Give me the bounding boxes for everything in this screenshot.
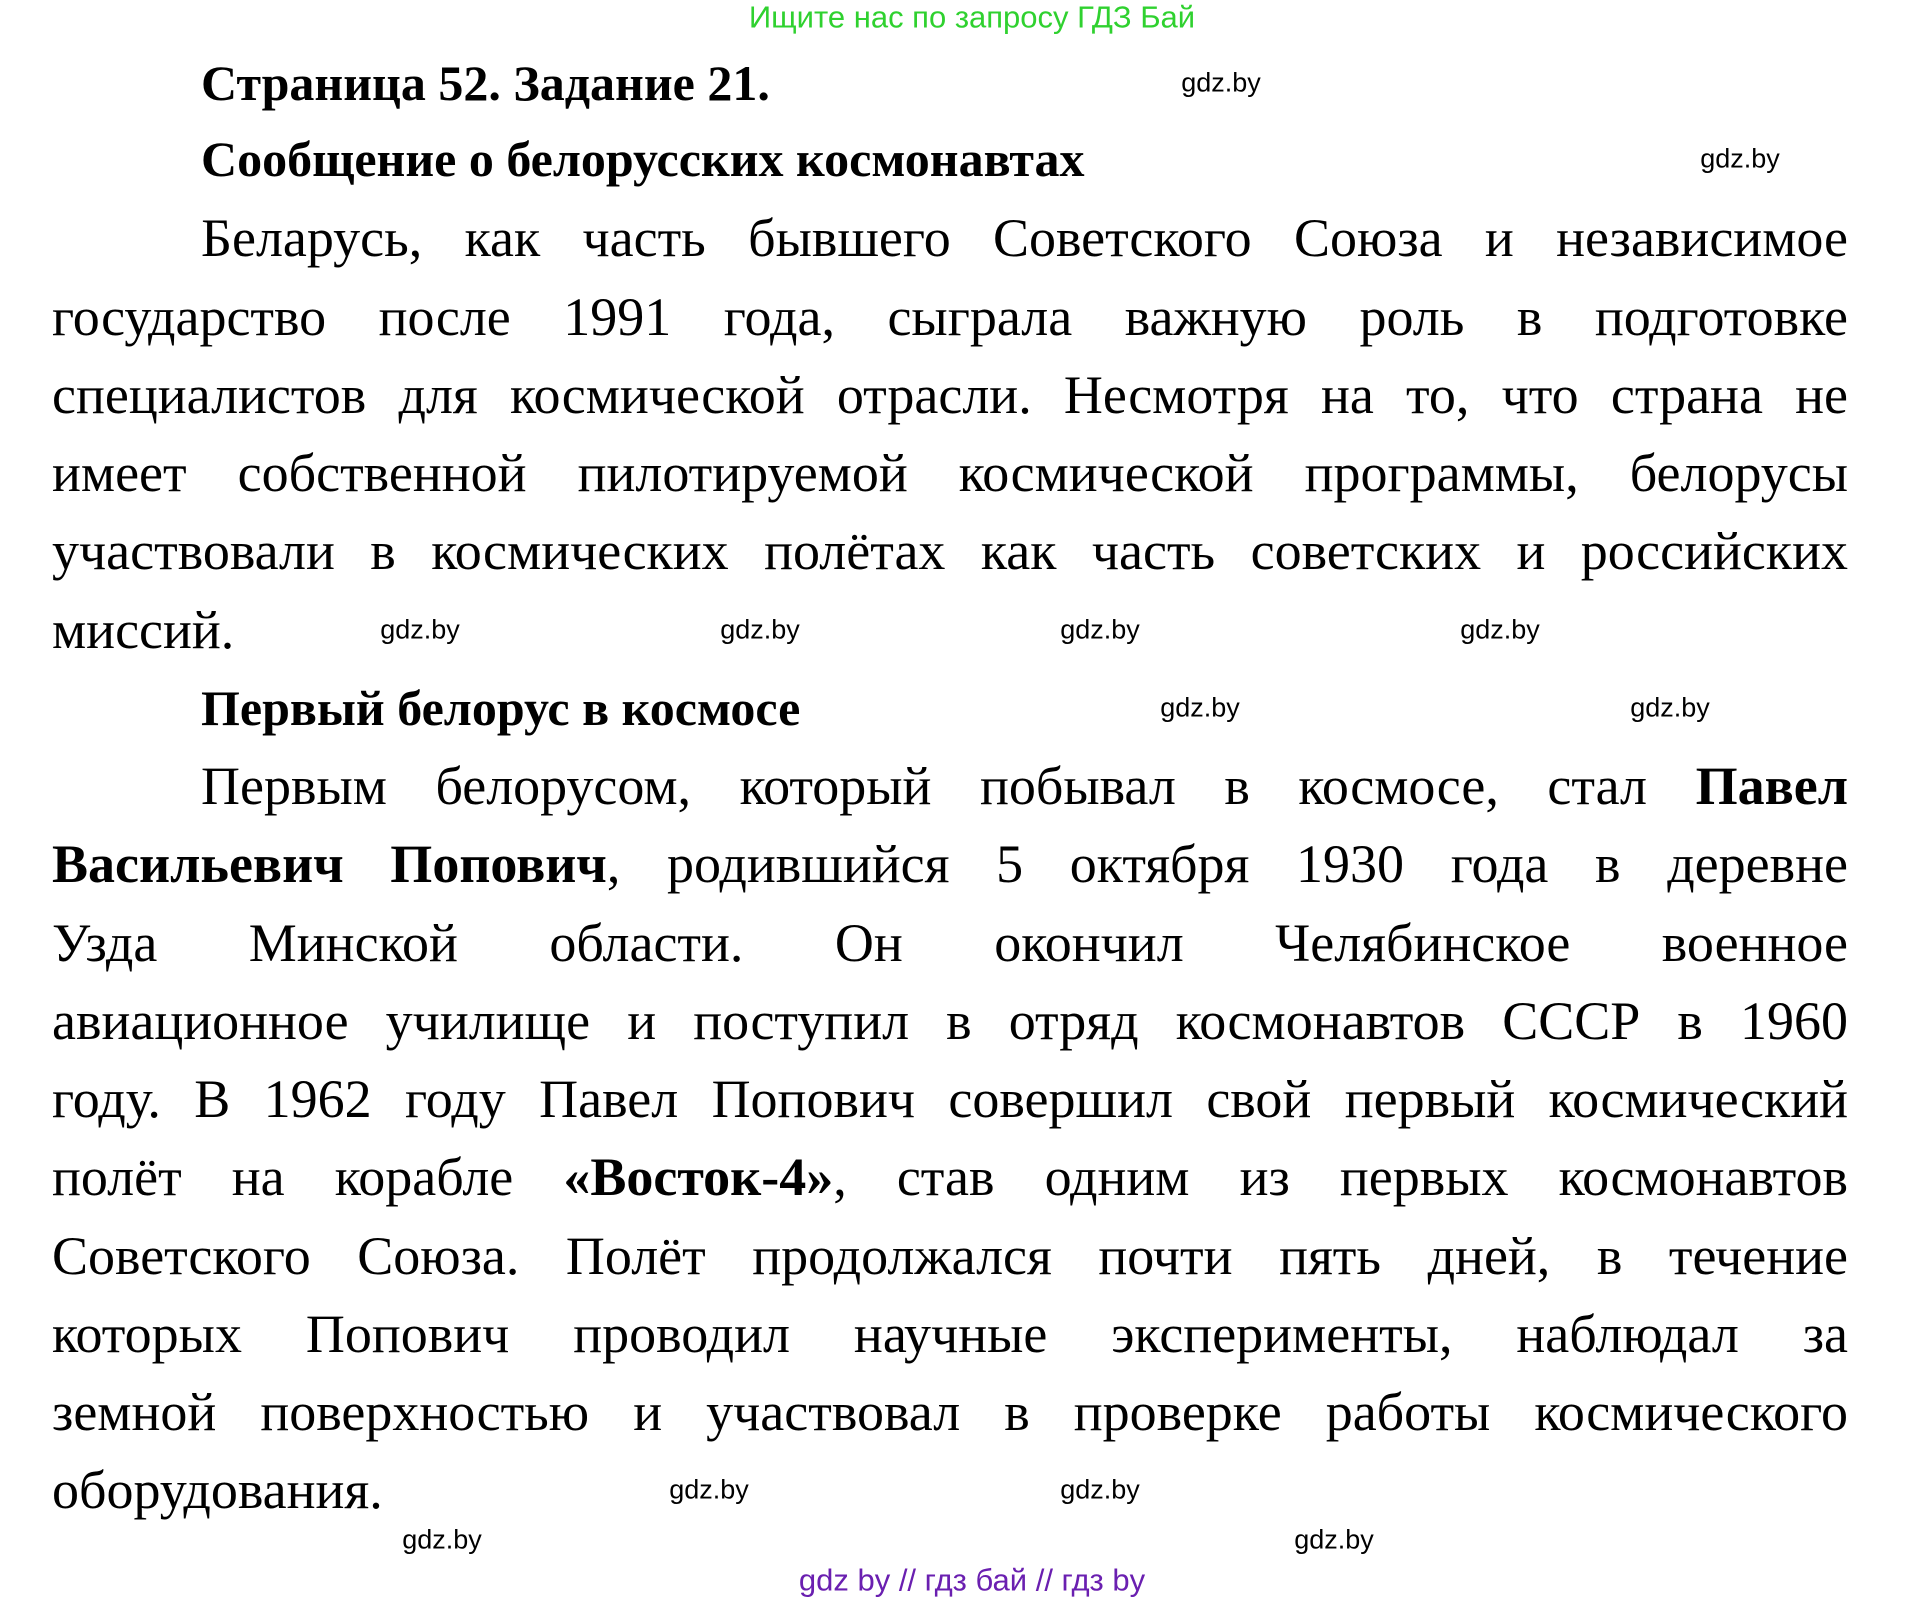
text-line	[52, 1382, 1848, 1442]
text-line	[52, 443, 1848, 503]
text-line	[52, 365, 1848, 425]
text-line	[52, 1069, 1848, 1129]
text-segment: участвовали в космических полётах как часть советских и российских	[52, 521, 1848, 581]
page-title: Страница 52. Задание 21.	[201, 55, 770, 111]
watermark-text: gdz.by	[1700, 143, 1780, 174]
text-line	[52, 834, 1848, 894]
watermark-text: gdz.by	[669, 1474, 749, 1505]
text-segment: Советского Союза. Полёт продолжался почти пять дней, в течение	[52, 1226, 1848, 1286]
text-segment: оборудования.	[52, 1460, 383, 1520]
text-segment: миссий.	[52, 600, 235, 660]
text-line	[52, 1226, 1848, 1286]
text-line	[52, 913, 1848, 973]
text-line	[201, 208, 1848, 268]
watermark-text: gdz.by	[1181, 67, 1261, 98]
watermark-text: gdz.by	[1294, 1524, 1374, 1555]
text-segment: которых Попович проводил научные эксперименты, наблюдал за	[52, 1304, 1848, 1364]
text-segment: Узда Минской области. Он окончил Челябинское военное	[52, 913, 1848, 973]
bold-text: «Восток-4»	[563, 1147, 834, 1207]
text-line	[52, 287, 1848, 347]
text-segment: Первым белорусом, который побывал в космосе, стал	[201, 756, 1696, 816]
footer-links[interactable]: gdz by // гдз бай // гдз by	[798, 1562, 1146, 1598]
text-segment: имеет собственной пилотируемой космической программы, белорусы	[52, 443, 1848, 503]
subtitle: Сообщение о белорусских космонавтах	[201, 131, 1085, 187]
text-line	[52, 521, 1848, 581]
watermark-text: gdz.by	[1630, 692, 1710, 723]
bold-text: Павел	[1695, 756, 1848, 816]
text-line	[201, 756, 1848, 816]
text-line	[52, 991, 1848, 1051]
text-segment: , родившийся 5 октября 1930 года в деревне	[606, 834, 1848, 894]
text-segment: государство после 1991 года, сыграла важную роль в подготовке	[52, 287, 1848, 347]
text-segment: году. В 1962 году Павел Попович совершил свой первый космический	[52, 1069, 1848, 1129]
text-segment: полёт на корабле	[52, 1147, 564, 1207]
search-banner-link[interactable]: Ищите нас по запросу ГДЗ Бай	[748, 0, 1196, 35]
text-line	[52, 1304, 1848, 1364]
text-line	[52, 1460, 383, 1520]
text-line	[52, 600, 235, 660]
text-segment: , став одним из первых космонавтов	[833, 1147, 1848, 1207]
watermark-text: gdz.by	[402, 1524, 482, 1555]
text-segment: Беларусь, как часть бывшего Советского Союза и независимое	[201, 208, 1848, 268]
watermark-text: gdz.by	[1060, 614, 1140, 645]
text-line	[52, 1147, 1848, 1207]
watermark-text: gdz.by	[720, 614, 800, 645]
text-segment: земной поверхностью и участвовал в проверке работы космического	[52, 1382, 1848, 1442]
watermark-text: gdz.by	[1460, 614, 1540, 645]
watermark-text: gdz.by	[1160, 692, 1240, 723]
watermark-text: gdz.by	[1060, 1474, 1140, 1505]
text-segment: авиационное училище и поступил в отряд космонавтов СССР в 1960	[52, 991, 1848, 1051]
bold-text: Васильевич Попович	[52, 834, 607, 894]
section-heading: Первый белорус в космосе	[201, 680, 801, 736]
watermark-text: gdz.by	[380, 614, 460, 645]
text-segment: специалистов для космической отрасли. Несмотря на то, что страна не	[52, 365, 1848, 425]
